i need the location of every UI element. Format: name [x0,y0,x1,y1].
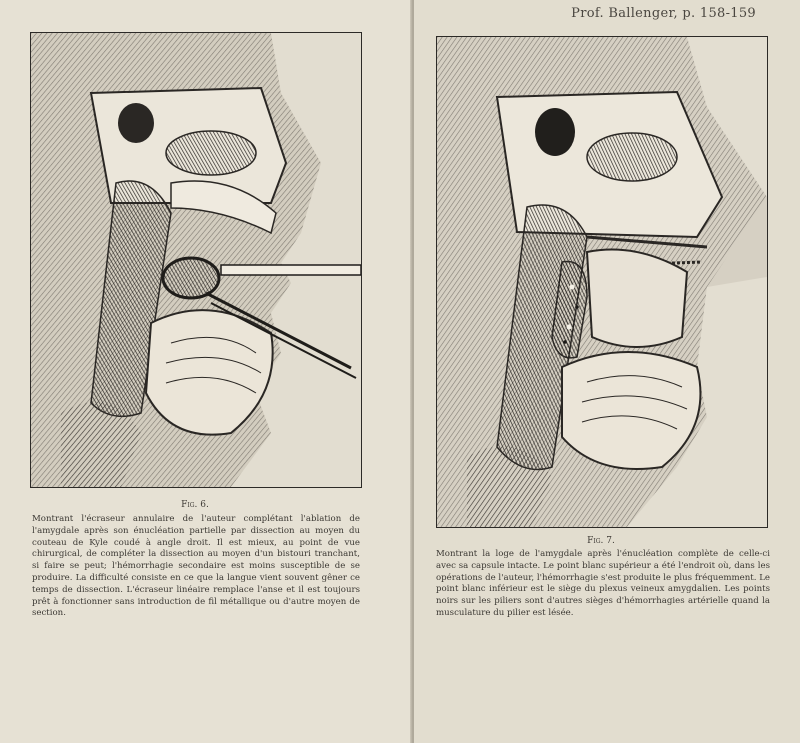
figure-6-drawing [31,33,361,487]
figure-7-illustration [436,36,768,528]
figure-7-label: Fig. 7. [587,536,615,546]
running-header: Prof. Ballenger, p. 158-159 [571,6,756,21]
figure-6-illustration [30,32,362,488]
figure-7-drawing [437,37,767,527]
figure-7-caption: Montrant la loge de l'amygdale après l'énucléation complète de celle-ci avec sa capsule intacte. Le point blanc supérieur a été l'endroit où, dans les opérations de l'auteur, l'hémorrhagie s'est produite le plus fréquemment. Le point blanc inférieur est le siège du plexus veineux amygdalien. Les points noirs sur les piliers sont d'autres sièges d'hémorrhagies artérielle quand la musculature du pilier est lésée. [436,549,770,618]
figure-6-label: Fig. 6. [181,500,209,510]
figure-6-caption: Montrant l'écraseur annulaire de l'auteur complétant l'ablation de l'amygdale après son énucléation partielle par dissection au moyen du couteau de Kyle coudé à angle droit. Il est mieux, au point de vue chirurgical, de compléter la dissection au moyen d'un bistouri tranchant, si faire se peut; l'hémorrhagie secondaire est moins susceptible de se produire. La difficulté consiste en ce que la langue vient souvent gêner ce temps de dissection. L'écraseur linéaire remplace l'anse et il est toujours prêt à fonctionner sans introduction de fil métallique ou d'autre moyen de section. [32,514,360,619]
